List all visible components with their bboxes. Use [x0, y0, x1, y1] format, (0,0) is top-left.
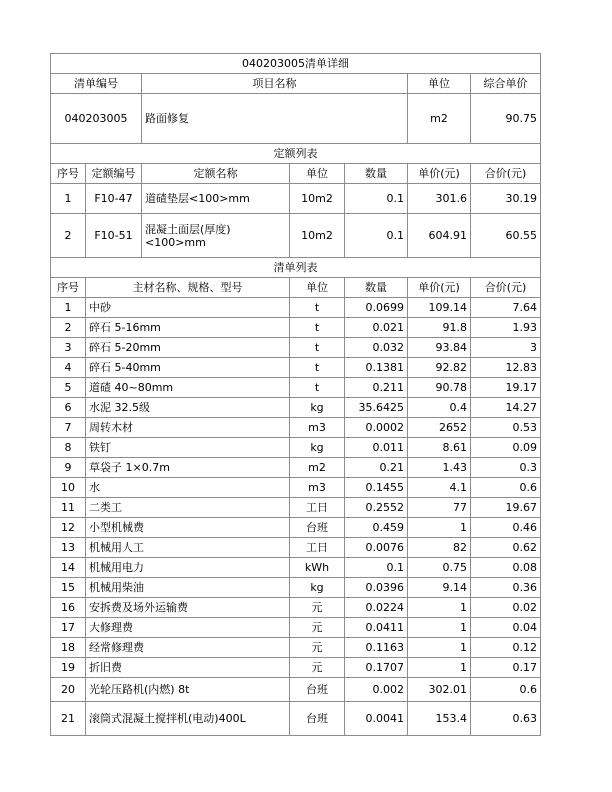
quota-qty-header: 数量	[345, 164, 408, 184]
material-seq: 5	[51, 378, 86, 398]
material-row	[51, 518, 541, 538]
material-price: 82	[408, 538, 471, 558]
material-name: 碎石 5-20mm	[86, 338, 290, 358]
material-name: 滚筒式混凝土搅拌机(电动)400L	[86, 702, 290, 736]
material-total: 14.27	[471, 398, 541, 418]
material-price: 93.84	[408, 338, 471, 358]
material-name: 中砂	[86, 298, 290, 318]
material-seq: 16	[51, 598, 86, 618]
material-row	[51, 678, 541, 702]
material-total: 0.04	[471, 618, 541, 638]
bill-detail-table	[50, 53, 541, 736]
bill-name: 路面修复	[142, 94, 408, 144]
material-qty: 0.0041	[345, 702, 408, 736]
quota-name: 道碴垫层<100>mm	[142, 184, 290, 214]
bill-unit: m2	[408, 94, 471, 144]
material-name: 机械用柴油	[86, 578, 290, 598]
material-header-row	[51, 278, 541, 298]
material-price: 1	[408, 598, 471, 618]
material-price: 4.1	[408, 478, 471, 498]
material-unit: 元	[290, 658, 345, 678]
material-name: 光轮压路机(内燃) 8t	[86, 678, 290, 702]
material-qty: 0.1	[345, 558, 408, 578]
material-seq: 8	[51, 438, 86, 458]
quota-seq-header: 序号	[51, 164, 86, 184]
material-total: 0.12	[471, 638, 541, 658]
quota-seq: 2	[51, 214, 86, 258]
material-total: 0.53	[471, 418, 541, 438]
title-row	[51, 54, 541, 74]
material-qty: 0.21	[345, 458, 408, 478]
quota-unit: 10m2	[290, 184, 345, 214]
bill-price-header: 综合单价	[471, 74, 541, 94]
material-row	[51, 598, 541, 618]
material-total: 0.6	[471, 678, 541, 702]
material-name: 机械用电力	[86, 558, 290, 578]
material-qty: 35.6425	[345, 398, 408, 418]
material-unit: 工日	[290, 498, 345, 518]
bill-name-header: 项目名称	[142, 74, 408, 94]
material-name-header: 主材名称、规格、型号	[86, 278, 290, 298]
material-unit: kWh	[290, 558, 345, 578]
material-unit: kg	[290, 578, 345, 598]
material-price: 77	[408, 498, 471, 518]
material-unit: 元	[290, 618, 345, 638]
material-price: 9.14	[408, 578, 471, 598]
material-row	[51, 458, 541, 478]
material-unit: t	[290, 298, 345, 318]
material-seq: 4	[51, 358, 86, 378]
material-row	[51, 358, 541, 378]
material-price: 1	[408, 518, 471, 538]
material-seq: 10	[51, 478, 86, 498]
material-seq: 13	[51, 538, 86, 558]
bill-unit-header: 单位	[408, 74, 471, 94]
material-total: 0.6	[471, 478, 541, 498]
material-price: 0.75	[408, 558, 471, 578]
material-total: 12.83	[471, 358, 541, 378]
material-total: 0.3	[471, 458, 541, 478]
material-name: 经常修理费	[86, 638, 290, 658]
material-seq: 19	[51, 658, 86, 678]
material-qty-header: 数量	[345, 278, 408, 298]
material-total: 0.02	[471, 598, 541, 618]
material-section-row	[51, 258, 541, 278]
quota-total-header: 合价(元)	[471, 164, 541, 184]
material-name: 道碴 40~80mm	[86, 378, 290, 398]
material-price: 8.61	[408, 438, 471, 458]
material-row	[51, 338, 541, 358]
material-unit: t	[290, 338, 345, 358]
material-qty: 0.459	[345, 518, 408, 538]
material-row	[51, 398, 541, 418]
material-name: 周转木材	[86, 418, 290, 438]
table-title: 040203005清单详细	[51, 54, 541, 74]
material-price: 91.8	[408, 318, 471, 338]
material-row	[51, 538, 541, 558]
bill-code: 040203005	[51, 94, 142, 144]
material-price: 109.14	[408, 298, 471, 318]
quota-qty: 0.1	[345, 214, 408, 258]
quota-price: 301.6	[408, 184, 471, 214]
material-qty: 0.1381	[345, 358, 408, 378]
material-price: 302.01	[408, 678, 471, 702]
material-total: 0.08	[471, 558, 541, 578]
material-row	[51, 438, 541, 458]
material-unit-header: 单位	[290, 278, 345, 298]
material-total: 19.67	[471, 498, 541, 518]
material-name: 碎石 5-16mm	[86, 318, 290, 338]
material-unit: kg	[290, 438, 345, 458]
material-qty: 0.0699	[345, 298, 408, 318]
material-row	[51, 318, 541, 338]
material-name: 草袋子 1×0.7m	[86, 458, 290, 478]
material-name: 二类工	[86, 498, 290, 518]
material-total: 0.09	[471, 438, 541, 458]
material-unit: t	[290, 378, 345, 398]
material-seq: 6	[51, 398, 86, 418]
material-name: 水	[86, 478, 290, 498]
material-seq: 21	[51, 702, 86, 736]
material-unit: 工日	[290, 538, 345, 558]
material-seq: 15	[51, 578, 86, 598]
material-total: 1.93	[471, 318, 541, 338]
material-total: 3	[471, 338, 541, 358]
material-row	[51, 618, 541, 638]
material-section-title: 清单列表	[51, 258, 541, 278]
bill-row	[51, 94, 541, 144]
quota-unit-header: 单位	[290, 164, 345, 184]
material-row	[51, 702, 541, 736]
quota-price-header: 单价(元)	[408, 164, 471, 184]
quota-seq: 1	[51, 184, 86, 214]
quota-code: F10-51	[86, 214, 142, 258]
material-unit: 元	[290, 638, 345, 658]
material-price: 2652	[408, 418, 471, 438]
quota-section-row	[51, 144, 541, 164]
material-unit: 台班	[290, 678, 345, 702]
material-seq: 9	[51, 458, 86, 478]
material-row	[51, 578, 541, 598]
material-qty: 0.0224	[345, 598, 408, 618]
material-total: 0.36	[471, 578, 541, 598]
material-seq: 11	[51, 498, 86, 518]
material-price-header: 单价(元)	[408, 278, 471, 298]
quota-code: F10-47	[86, 184, 142, 214]
material-unit: m3	[290, 478, 345, 498]
material-name: 机械用人工	[86, 538, 290, 558]
material-seq: 7	[51, 418, 86, 438]
material-qty: 0.1707	[345, 658, 408, 678]
material-total: 0.17	[471, 658, 541, 678]
quota-total: 60.55	[471, 214, 541, 258]
material-row	[51, 498, 541, 518]
material-seq: 14	[51, 558, 86, 578]
material-seq: 17	[51, 618, 86, 638]
material-price: 92.82	[408, 358, 471, 378]
quota-name: 混凝土面层(厚度)<100>mm	[142, 214, 290, 258]
quota-row	[51, 214, 541, 258]
material-seq: 2	[51, 318, 86, 338]
material-qty: 0.011	[345, 438, 408, 458]
material-price: 1	[408, 638, 471, 658]
material-price: 90.78	[408, 378, 471, 398]
material-price: 0.4	[408, 398, 471, 418]
material-name: 铁钉	[86, 438, 290, 458]
material-qty: 0.0002	[345, 418, 408, 438]
material-total-header: 合价(元)	[471, 278, 541, 298]
material-row	[51, 298, 541, 318]
material-unit: t	[290, 318, 345, 338]
material-seq: 20	[51, 678, 86, 702]
bill-code-header: 清单编号	[51, 74, 142, 94]
quota-name-header: 定额名称	[142, 164, 290, 184]
material-total: 0.62	[471, 538, 541, 558]
quota-header-row	[51, 164, 541, 184]
material-name: 安拆费及场外运输费	[86, 598, 290, 618]
material-name: 折旧费	[86, 658, 290, 678]
material-seq: 1	[51, 298, 86, 318]
material-unit: t	[290, 358, 345, 378]
material-row	[51, 478, 541, 498]
material-name: 小型机械费	[86, 518, 290, 538]
material-qty: 0.021	[345, 318, 408, 338]
quota-code-header: 定额编号	[86, 164, 142, 184]
bill-header-row	[51, 74, 541, 94]
material-total: 7.64	[471, 298, 541, 318]
quota-total: 30.19	[471, 184, 541, 214]
material-seq: 12	[51, 518, 86, 538]
material-row	[51, 558, 541, 578]
material-name: 水泥 32.5级	[86, 398, 290, 418]
material-row	[51, 658, 541, 678]
material-name: 大修理费	[86, 618, 290, 638]
material-qty: 0.002	[345, 678, 408, 702]
material-seq-header: 序号	[51, 278, 86, 298]
material-qty: 0.0076	[345, 538, 408, 558]
material-unit: 台班	[290, 518, 345, 538]
material-qty: 0.1163	[345, 638, 408, 658]
material-seq: 3	[51, 338, 86, 358]
material-unit: 元	[290, 598, 345, 618]
material-unit: 台班	[290, 702, 345, 736]
material-total: 0.46	[471, 518, 541, 538]
quota-row	[51, 184, 541, 214]
quota-section-title: 定额列表	[51, 144, 541, 164]
material-price: 153.4	[408, 702, 471, 736]
material-seq: 18	[51, 638, 86, 658]
material-qty: 0.0396	[345, 578, 408, 598]
material-qty: 0.1455	[345, 478, 408, 498]
material-unit: kg	[290, 398, 345, 418]
quota-unit: 10m2	[290, 214, 345, 258]
material-unit: m3	[290, 418, 345, 438]
quota-price: 604.91	[408, 214, 471, 258]
material-price: 1	[408, 658, 471, 678]
quota-qty: 0.1	[345, 184, 408, 214]
material-price: 1	[408, 618, 471, 638]
material-row	[51, 378, 541, 398]
material-qty: 0.0411	[345, 618, 408, 638]
material-unit: m2	[290, 458, 345, 478]
material-qty: 0.211	[345, 378, 408, 398]
material-price: 1.43	[408, 458, 471, 478]
material-qty: 0.2552	[345, 498, 408, 518]
material-total: 0.63	[471, 702, 541, 736]
material-row	[51, 418, 541, 438]
material-total: 19.17	[471, 378, 541, 398]
material-qty: 0.032	[345, 338, 408, 358]
material-name: 碎石 5-40mm	[86, 358, 290, 378]
material-row	[51, 638, 541, 658]
bill-price: 90.75	[471, 94, 541, 144]
